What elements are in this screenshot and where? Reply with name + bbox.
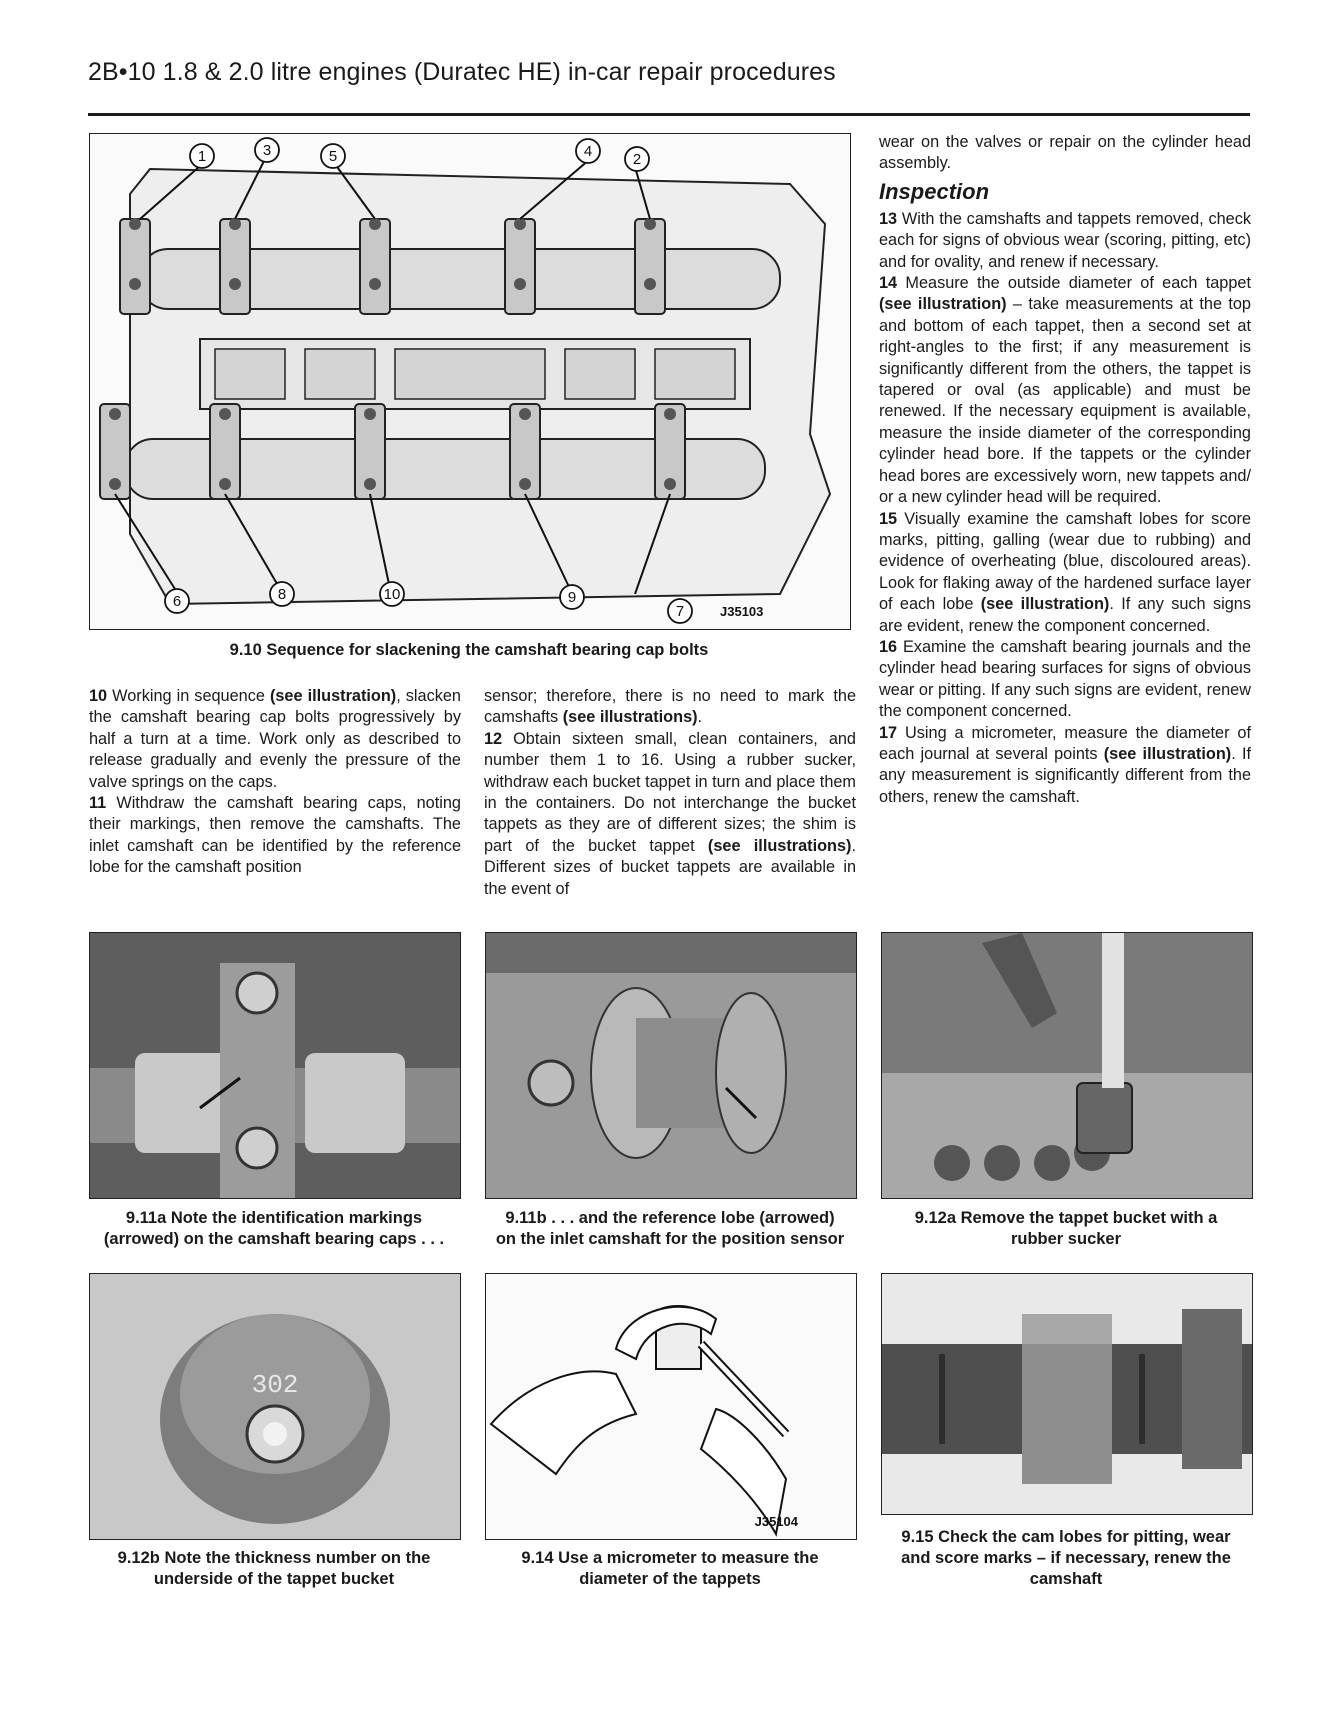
figure-9-14-diagram [485, 1273, 857, 1540]
paragraph-14: 14 Measure the outside diameter of each tappet (see illustration) – take measurements at the top and bottom of each tappet, then a second set at right-angles to the first; if any measurement is significantly different from the others, the tappet is tapered or oval (as applicable) and must be renewed. If the necessary equipment is available, measure the inside diameter of the corresponding cylinder head bore. If the tappets or the cylinder head bores are excessively worn, new tappets and/ or a new cylinder head will be required. [879, 274, 1251, 507]
paragraph-12: 12 Obtain sixteen small, clean containers, and number them 1 to 16. Using a rubber sucker, withdraw each bucket tappet in turn and place them in the containers. Do not interchange the bucket tappets as they are of different sizes; the shim is part of the bucket tappet (see illustrations). Different sizes of bucket tappets are available in the event of [484, 729, 856, 898]
callout-7: 7 [675, 603, 685, 620]
paragraph-15: 15 Visually examine the camshaft lobes for score marks, pitting, galling (wear due to rubbing) and evidence of overheating (blue, discoloured areas). Look for flaking away of the hardened surface layer of each lobe (see illustration). If any such signs are evident, renew the component concerned. [879, 509, 1251, 635]
header-rule [88, 113, 1250, 116]
caption-9-12a: 9.12a Remove the tappet bucket with a rubber sucker [914, 1209, 1218, 1248]
caption-9-14: 9.14 Use a micrometer to measure the diameter of the tappets [521, 1549, 819, 1588]
caption-9-12b: 9.12b Note the thickness number on the underside of the tappet bucket [117, 1549, 431, 1588]
photo-9-15 [881, 1273, 1253, 1515]
callout-2: 2 [632, 151, 642, 168]
text-column-3 [879, 132, 1251, 808]
caption-9-11a: 9.11a Note the identification markings (arrowed) on the camshaft bearing caps . . . [103, 1209, 445, 1248]
paragraph-12-continued: wear on the valves or repair on the cylinder head assembly. [879, 133, 1251, 173]
text-column-2 [484, 686, 856, 900]
tappet-bucket-photo [90, 1274, 460, 1539]
callout-1: 1 [197, 148, 207, 165]
photo-9-12b [89, 1273, 461, 1540]
caption-9-15: 9.15 Check the cam lobes for pitting, wear and score marks – if necessary, renew the camshaft [901, 1528, 1231, 1588]
text-column-1 [89, 686, 461, 879]
callout-4: 4 [583, 143, 593, 160]
photo-9-11b [485, 932, 857, 1199]
figure-9-10-diagram [89, 133, 851, 630]
page-header: 2B•10 1.8 & 2.0 litre engines (Duratec HE) in-car repair procedures [88, 58, 836, 86]
paragraph-17: 17 Using a micrometer, measure the diameter of each journal at several points (see illustration). If any measurement is significantly different from the others, renew the camshaft. [879, 723, 1251, 806]
tappet-stamp: 302 [251, 1370, 299, 1400]
cam-lobe-photo [882, 1274, 1252, 1514]
figure-9-10-caption: 9.10 Sequence for slackening the camshaft bearing cap bolts [229, 641, 709, 659]
bearing-cap-photo [90, 933, 460, 1198]
paragraph-13: 13 With the camshafts and tappets removed, check each for signs of obvious wear (scoring, pitting, etc) and for ovality, and renew if necessary. [879, 209, 1251, 271]
photo-9-11a [89, 932, 461, 1199]
callout-3: 3 [262, 142, 272, 159]
figure-code: J35103 [720, 604, 764, 619]
paragraph-10: 10 Working in sequence (see illustration), slacken the camshaft bearing cap bolts progressively by half a turn at a time. Work only as described to release gradually and evenly the pressure of the valve springs on the caps. [89, 687, 461, 791]
camshaft-diagram [90, 134, 850, 629]
paragraph-11-continued: sensor; therefore, there is no need to mark the camshafts (see illustrations). [484, 687, 856, 727]
photo-9-12a [881, 932, 1253, 1199]
callout-8: 8 [277, 586, 287, 603]
callout-6: 6 [172, 593, 182, 610]
figure-code-2: J35104 [754, 1514, 798, 1529]
reference-lobe-photo [486, 933, 856, 1198]
callout-5: 5 [328, 148, 338, 165]
callout-10: 10 [383, 586, 401, 603]
caption-9-11b: 9.11b . . . and the reference lobe (arrowed) on the inlet camshaft for the position sensor [495, 1209, 845, 1248]
paragraph-11: 11 Withdraw the camshaft bearing caps, noting their markings, then remove the camshafts. The inlet camshaft can be identified by the reference lobe for the camshaft position [89, 794, 461, 877]
paragraph-16: 16 Examine the camshaft bearing journals and the cylinder head bearing surfaces for signs of obvious wear or pitting. If any such signs are evident, renew the component concerned. [879, 637, 1251, 721]
section-heading-inspection: Inspection [879, 178, 990, 204]
micrometer-diagram [486, 1274, 856, 1539]
callout-9: 9 [567, 589, 577, 606]
rubber-sucker-photo [882, 933, 1252, 1198]
